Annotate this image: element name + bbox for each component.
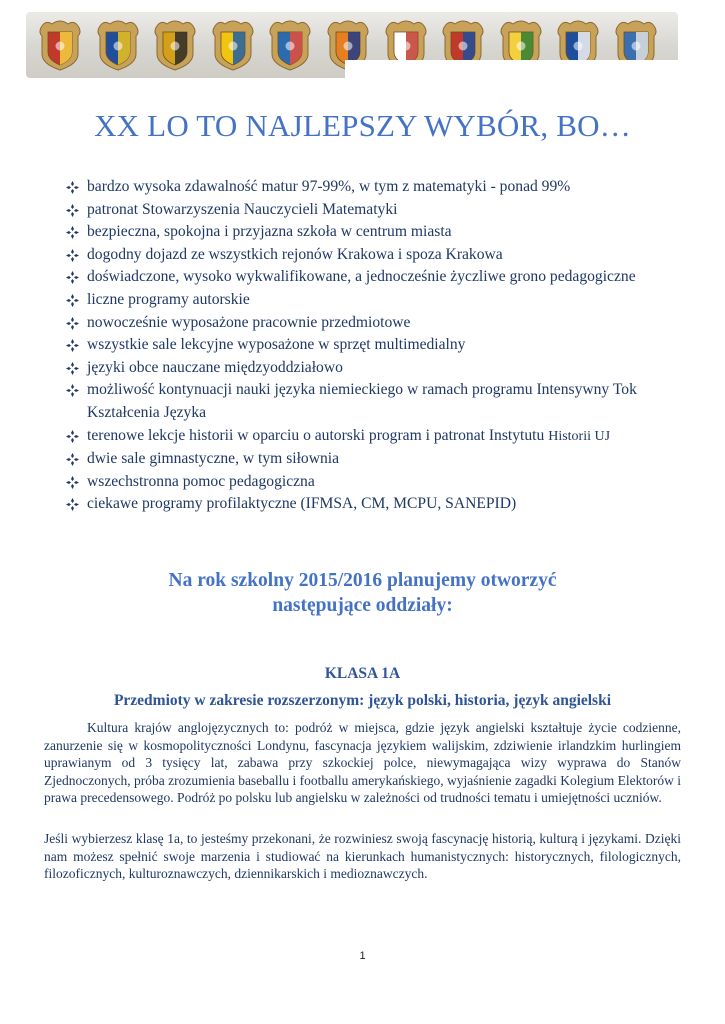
bullet-text-suffix: Historii UJ — [548, 428, 611, 444]
bullet-item — [64, 312, 684, 335]
bullet-text: języki obce nauczane międzyoddziałowo — [87, 358, 343, 376]
subjects-heading: Przedmioty w zakresie rozszerzonym: język polski, historia, język angielski — [113, 692, 612, 709]
bullet-text: ciekawe programy profilaktyczne (IFMSA, CM, MCPU, SANEPID) — [87, 495, 517, 513]
description-paragraph-2: Jeśli wybierzesz klasę 1a, to jesteśmy przekonani, że rozwiniesz swoją fascynację historią, kulturą i językami. Dzięki nam możesz spełnić swoje marzenia i studiować na kierunkach humanistycznych: historycznych, filologicznych, filozoficznych, kulturoznawczych, dziennikarskich i medioznawczych. — [44, 831, 681, 882]
diamond-bullet-icon — [66, 453, 79, 466]
diamond-bullet-icon — [66, 294, 79, 307]
bullet-text: doświadczone, wysoko wykwalifikowane, a jednocześnie życzliwe grono pedagogiczne — [87, 268, 636, 286]
description-paragraph-1: Kultura krajów anglojęzycznych to: podróż w miejsca, gdzie język angielski kształtuje życie codzienne, zanurzenie się w kosmopolityczności Londynu, fascynacja językiem walijskim, zdziwienie irlandzkim hurlingiem uprawianym od 3 tysięcy lat, zabawa przy szkockiej polce, niewymagająca wizy wyprawa do Stanów Zjednoczonych, próba zrozumienia baseballu i footballu amerykańskiego, wyjaśnienie zagadki Kolegium Elektorów i prawa precedensowego. Podróż po polsku lub angielsku w zależności od trudności tematu i umiejętności uczniów. — [44, 720, 681, 806]
bullet-text: nowocześnie wyposażone pracownie przedmiotowe — [87, 313, 411, 331]
diamond-bullet-icon — [66, 498, 79, 511]
bullet-item — [64, 199, 684, 222]
bullet-item — [64, 176, 684, 199]
page-number: 1 — [359, 950, 366, 962]
bullet-item — [64, 471, 684, 494]
bullet-item — [64, 448, 684, 471]
class-heading: KLASA 1A — [324, 665, 401, 682]
page-title: XX LO TO NAJLEPSZY WYBÓR, BO… — [94, 108, 631, 143]
crest-icon — [96, 18, 140, 72]
bullet-item — [64, 334, 684, 357]
diamond-bullet-icon — [66, 384, 79, 397]
diamond-bullet-icon — [66, 476, 79, 489]
bullet-item — [64, 425, 684, 449]
bullet-text: dogodny dojazd ze wszystkich rejonów Krakowa i spoza Krakowa — [87, 245, 503, 263]
diamond-bullet-icon — [66, 430, 79, 443]
crest-icon — [211, 18, 255, 72]
bullet-item — [64, 357, 684, 380]
diamond-bullet-icon — [66, 362, 79, 375]
diamond-bullet-icon — [66, 226, 79, 239]
subtitle-line-1: Na rok szkolny 2015/2016 planujemy otworzyć — [168, 570, 557, 591]
bullet-item — [64, 379, 684, 424]
diamond-bullet-icon — [66, 181, 79, 194]
diamond-bullet-icon — [66, 271, 79, 284]
diamond-bullet-icon — [66, 204, 79, 217]
subtitle-line-2: następujące oddziały: — [272, 595, 453, 616]
bullet-text: patronat Stowarzyszenia Nauczycieli Matematyki — [87, 200, 398, 218]
banner-fade — [345, 60, 685, 100]
bullet-text: wszystkie sale lekcyjne wyposażone w sprzęt multimedialny — [87, 336, 466, 354]
bullet-text: dwie sale gimnastyczne, w tym siłownia — [87, 450, 340, 468]
bullet-text: możliwość kontynuacji nauki języka niemieckiego w ramach programu Intensywny Tok Kształcenia Języka — [87, 381, 637, 421]
bullet-text: bezpieczna, spokojna i przyjazna szkoła w centrum miasta — [87, 223, 452, 241]
crest-icon — [268, 18, 312, 72]
diamond-bullet-icon — [66, 317, 79, 330]
bullet-item — [64, 221, 684, 244]
bullet-text: wszechstronna pomoc pedagogiczna — [87, 472, 315, 490]
bullet-item — [64, 244, 684, 267]
bullet-text: bardzo wysoka zdawalność matur 97-99%, w tym z matematyki - ponad 99% — [87, 178, 571, 195]
bullet-text: terenowe lekcje historii w oparciu o autorski program i patronat Instytutu — [87, 426, 545, 444]
subtitle — [0, 568, 725, 618]
advantages-list — [64, 176, 684, 516]
bullet-item — [64, 266, 684, 289]
bullet-item — [64, 493, 684, 516]
diamond-bullet-icon — [66, 249, 79, 262]
crest-icon — [38, 18, 82, 72]
crest-icon — [153, 18, 197, 72]
diamond-bullet-icon — [66, 339, 79, 352]
bullet-text: liczne programy autorskie — [87, 290, 250, 308]
bullet-item — [64, 289, 684, 312]
